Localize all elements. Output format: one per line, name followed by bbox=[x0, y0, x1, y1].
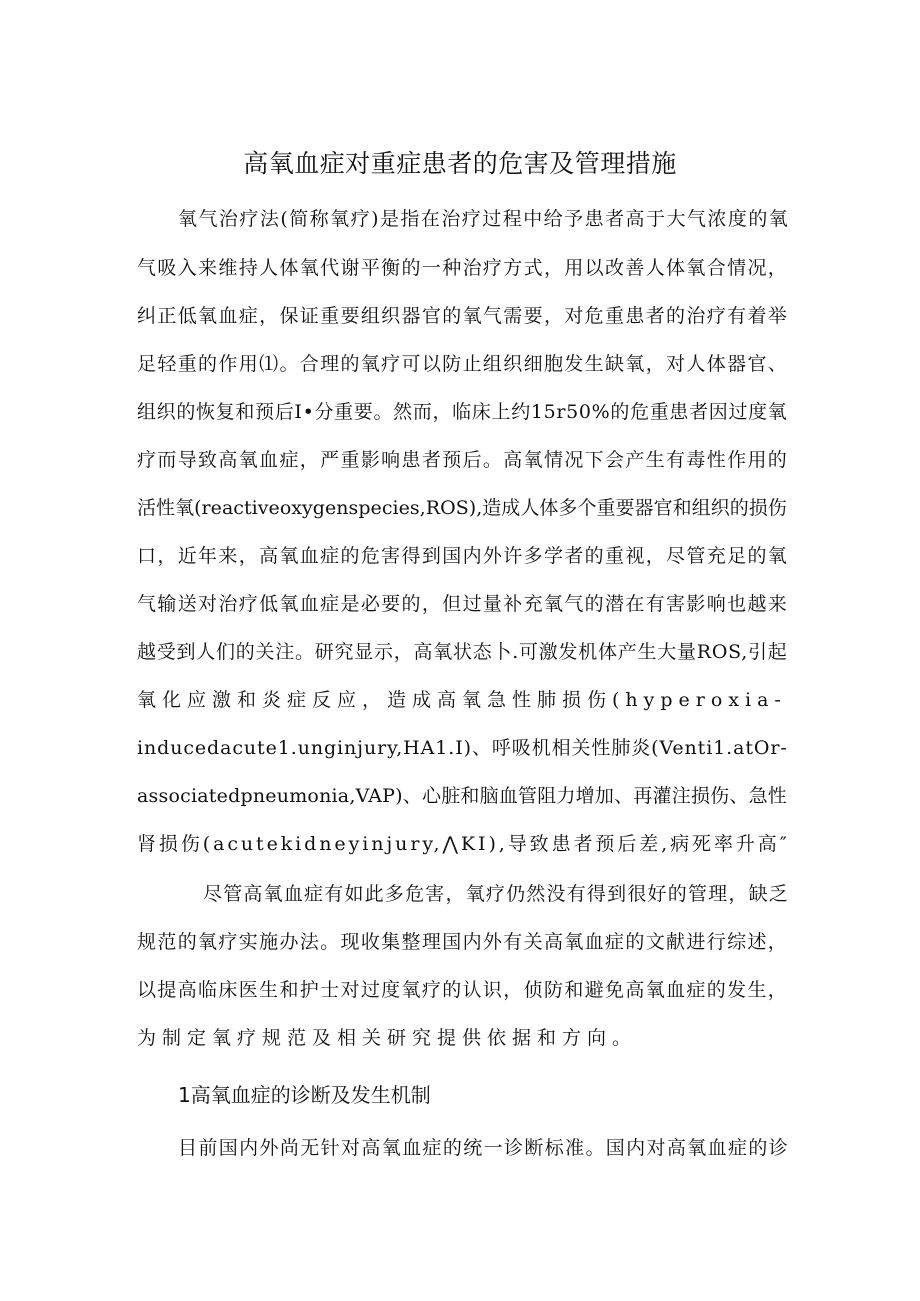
paragraph-line: 氧化应激和炎症反应，造成高氧急性肺损伤(hyperoxia- bbox=[137, 689, 787, 711]
paragraph-line: 氧气治疗法(简称氧疗)是指在治疗过程中给予患者高于大气浓度的氧 bbox=[178, 208, 790, 230]
section-heading: 1高氧血症的诊断及发生机制 bbox=[178, 1083, 431, 1107]
paragraph-line: associatedpneumonia,VAP)、心脏和脑血管阻力增加、再灌注损伤、急性 bbox=[137, 785, 788, 807]
paragraph-line: 越受到人们的关注。研究显示，高氧状态卜.可激发机体产生大量ROS,引起 bbox=[137, 641, 788, 663]
paragraph-line: 气输送对治疗低氧血症是必要的，但过量补充氧气的潜在有害影响也越来 bbox=[137, 593, 789, 615]
paragraph-line: 为制定氧疗规范及相关研究提供依据和方向。 bbox=[137, 1027, 638, 1049]
paragraph-line: 以提高临床医生和护士对过度氧疗的认识，侦防和避免高氧血症的发生， bbox=[137, 979, 789, 1001]
paragraph-line: 口，近年来，高氧血症的危害得到国内外许多学者的重视，尽管充足的氧 bbox=[137, 545, 789, 567]
paragraph-line: 目前国内外尚无针对高氧血症的统一诊断标准。国内对高氧血症的诊 bbox=[178, 1137, 790, 1159]
paragraph-line: 肾损伤(acutekidneyinjury,⋀KI),导致患者预后差,病死率升高″ bbox=[137, 833, 790, 855]
paragraph-line: 足轻重的作用⑴。合理的氧疗可以防止组织细胞发生缺氧，对人体器官、 bbox=[137, 353, 789, 375]
paragraph-line: 组织的恢复和预后I•分重要。然而，临床上约15r50%的危重患者因过度氧 bbox=[137, 401, 788, 423]
paragraph-line: 规范的氧疗实施办法。现收集整理国内外有关高氧血症的文献进行综述， bbox=[137, 931, 789, 953]
paragraph-line: 尽管高氧血症有如此多危害，氧疗仍然没有得到很好的管理，缺乏 bbox=[203, 883, 789, 905]
paragraph-line: 活性氧(reactiveoxygenspecies,ROS),造成人体多个重要器官和组织的损伤 bbox=[137, 497, 787, 519]
paragraph-line: 纠正低氧血症，保证重要组织器官的氧气需要，对危重患者的治疗有着举 bbox=[137, 305, 789, 327]
paragraph-line: 疗而导致高氧血症，严重影响患者预后。高氧情况下会产生有毒性作用的 bbox=[137, 449, 789, 471]
paragraph-line: 气吸入来维持人体氧代谢平衡的一种治疗方式，用以改善人体氧合情况， bbox=[137, 257, 789, 279]
paragraph-line: inducedacute1.unginjury,HA1.I)、呼吸机相关性肺炎(Venti1.atOr- bbox=[137, 737, 788, 759]
document-title: 高氧血症对重症患者的危害及管理措施 bbox=[243, 149, 677, 178]
